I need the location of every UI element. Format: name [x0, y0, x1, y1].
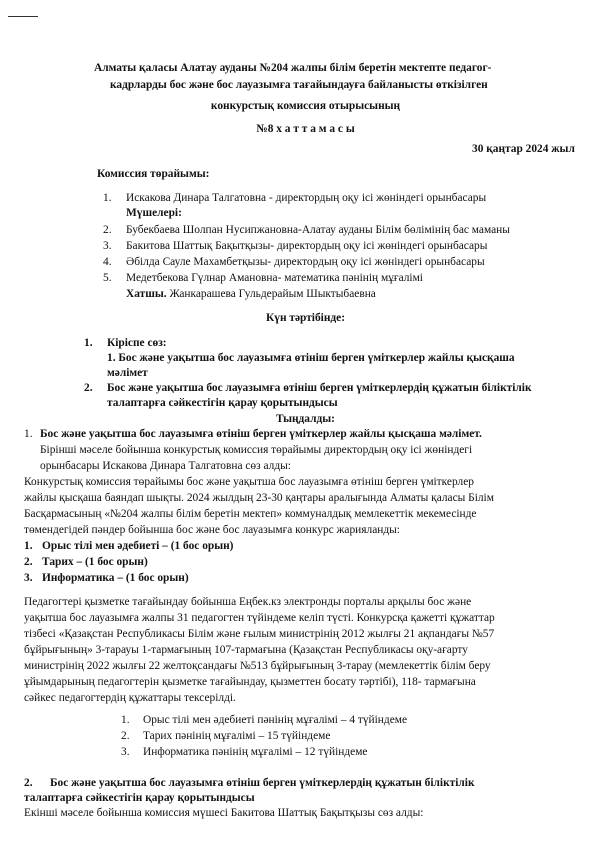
vacancy-num: 1. [24, 540, 33, 552]
agenda-subitem-cont: мәлімет [107, 367, 148, 379]
member-num: 4. [103, 256, 112, 268]
member-text: Медетбекова Гүлнар Амановна- математика пәнінің мұғалімі [126, 272, 423, 284]
member-text: Бубекбаева Шолпан Нусипжановна-Алатау ауданы Білім бөлімінің бас маманы [126, 224, 510, 236]
title-line-2: кадрларды бос және бос лауазымға тағайындауға байланысты өткізілген [110, 79, 488, 91]
member-num: 2. [103, 224, 112, 236]
vacancy-text: Тарих – (1 бос орын) [42, 556, 148, 568]
secretary-name: Жанкарашева Гульдерайым Шыктыбаевна [166, 288, 376, 300]
resume-text: Информатика пәнінің мұғалімі – 12 түйіндеме [143, 746, 368, 758]
member-num: 1. [103, 192, 112, 204]
heard-title: Тыңдалды: [276, 413, 335, 425]
vacancy-text: Информатика – (1 бос орын) [42, 572, 189, 584]
member-num: 3. [103, 240, 112, 252]
paragraph-line: бұйрығының» 3-тарауы 1-тармағының 107-тармағына (Қазақстан Республикасы оқу-ағарту [24, 644, 468, 656]
paragraph-line: төмендегідей пәндер бойынша бос және бос лауазымға конкурс жарияланды: [24, 524, 400, 536]
paragraph-line: министрінің 2022 жылғы 22 желтоқсандағы №513 бұйрығының 3-тарау (мемлекеттік білім беру [24, 660, 491, 672]
paragraph-line: Бірінші мәселе бойынша конкурстық комиссия төрайымы директордың оқу ісі жөніндегі [40, 444, 473, 456]
resume-num: 2. [121, 730, 130, 742]
member-text: Әбілда Сауле Махамбетқызы- директордың оқу ісі жөніндегі орынбасары [126, 256, 485, 268]
paragraph-line: орынбасары Искакова Динара Талгатовна сөз алды: [40, 460, 291, 472]
agenda-item-num: 1. [84, 337, 93, 349]
paragraph-line: уақытша бос лауазымға жалпы 31 педагогтен түйіндеме келіп түсті. Конкурсқа қажетті құжаттар [24, 612, 495, 624]
scan-mark [8, 16, 38, 17]
member-num: 5. [103, 272, 112, 284]
agenda-item-text: Кіріспе сөз: [107, 337, 167, 349]
protocol-date: 30 қаңтар 2024 жыл [472, 143, 575, 155]
resume-num: 3. [121, 746, 130, 758]
title-line-1: Алматы қаласы Алатау ауданы №204 жалпы білім беретін мектепте педагог- [94, 62, 492, 74]
secretary-label: Хатшы. [126, 288, 167, 300]
agenda-item-cont: талаптарға сәйкестігін қарау қорытындысы [107, 397, 338, 409]
vacancy-text: Орыс тілі мен әдебиеті – (1 бос орын) [42, 540, 234, 552]
paragraph-line: ұйымдарының педагогтерін қызметке тағайындау, қызметтен босату тәртібі), 118- тармағына [24, 676, 476, 688]
protocol-number: №8 х а т т а м а с ы [256, 123, 355, 135]
paragraph-line: Конкурстық комиссия төрайымы бос және уақытша бос лауазымға өтініш берген үміткерлер [24, 476, 474, 488]
agenda-title: Күн тәртібінде: [266, 312, 345, 324]
members-label: Мүшелері: [126, 207, 182, 219]
paragraph-line: сәйкес педагогтердің құжаттары тексерілді. [24, 692, 236, 704]
resume-num: 1. [121, 714, 130, 726]
member-text: Искакова Динара Талгатовна - директордың оқу ісі жөніндегі орынбасары [126, 192, 487, 204]
paragraph-line: жайлы қысқаша баяндап шықты. 2024 жылдың 23-30 қаңтары аралығында Алматы қаласы Білім [24, 492, 494, 504]
vacancy-num: 2. [24, 556, 33, 568]
paragraph-line: тізбесі «Қазақстан Республикасы Білім және ғылым министрінің 2012 жылғы 21 ақпандағы №57 [24, 628, 495, 640]
resume-text: Тарих пәнінің мұғалімі – 15 түйіндеме [143, 730, 331, 742]
heard-item-title-cont: талаптарға сәйкестігін қарау қорытындысы [24, 792, 255, 804]
paragraph-line: Басқармасының «№204 жалпы білім беретін мектеп» коммуналдық мемлекеттік мекемесінде [24, 508, 477, 520]
heard-item-num: 2. [24, 777, 33, 789]
heard-item-title: Бос және уақытша бос лауазымға өтініш берген үміткерлер жайлы қысқаша мәлімет. [40, 428, 482, 440]
heard-item-title: Бос және уақытша бос лауазымға өтініш берген үміткерлердің құжатын біліктілік [50, 777, 475, 789]
agenda-item-text: Бос және уақытша бос лауазымға өтініш берген үміткерлердің құжатын біліктілік [107, 382, 532, 394]
agenda-subitem: 1. Бос және уақытша бос лауазымға өтініш берген үміткерлер жайлы қысқаша [107, 352, 515, 364]
vacancy-num: 3. [24, 572, 33, 584]
paragraph-line: Педагогтері қызметке тағайындау бойынша Еңбек.кз электронды порталы арқылы бос және [24, 596, 472, 608]
secretary [126, 288, 376, 301]
resume-text: Орыс тілі мен әдебиеті пәнінің мұғалімі – 4 түйіндеме [143, 714, 408, 726]
member-text: Бакитова Шаттық Бақытқызы- директордың оқу ісі жөніндегі орынбасары [126, 240, 488, 252]
heard-item-num: 1. [24, 428, 33, 440]
title-line-3: конкурстық комиссия отырысының [210, 100, 401, 112]
chair-label: Комиссия төрайымы: [97, 168, 210, 180]
agenda-item-num: 2. [84, 382, 93, 394]
paragraph-line: Екінші мәселе бойынша комиссия мүшесі Бакитова Шаттық Бақытқызы сөз алды: [24, 807, 424, 819]
